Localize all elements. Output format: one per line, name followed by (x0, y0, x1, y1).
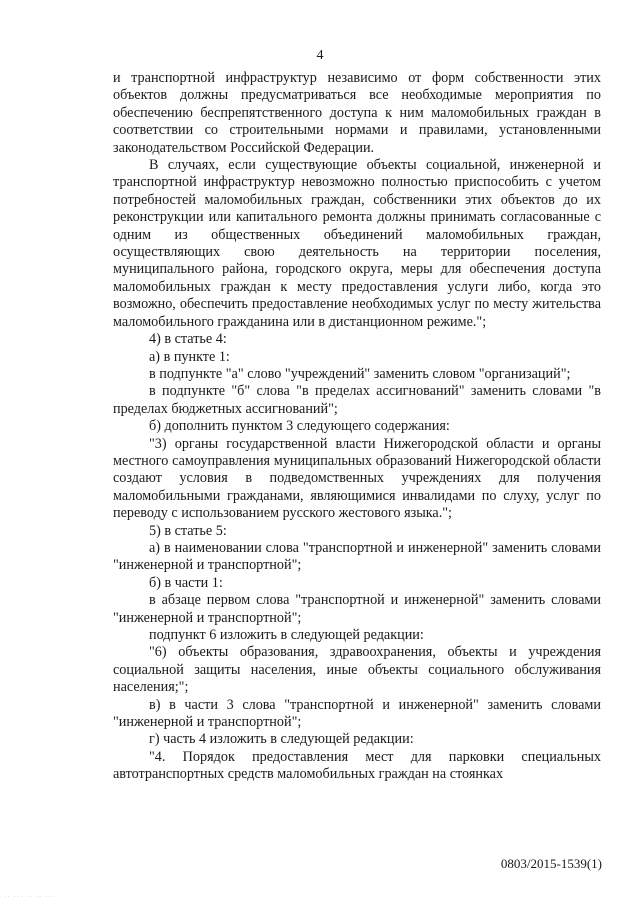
paragraph-8: "3) органы государственной власти Нижегородской области и органы местного самоуправления муниципальных образований Нижегородской области создают условия в подведомственных учреждениях для получения маломобильными гражданами, являющимися инвалидами по слуху, услуг по переводу с использованием русского жестового языка."; (113, 435, 601, 522)
paragraph-3: 4) в статье 4: (149, 331, 227, 348)
paragraph-11: б) в части 1: (149, 574, 223, 591)
document-code: 0803/2015-1539(1) (500, 856, 602, 871)
paragraph-7: б) дополнить пунктом 3 следующего содержания: (149, 418, 450, 435)
paragraph-12: в абзаце первом слова "транспортной и инженерной" заменить словами "инженерной и транспортной"; (113, 592, 601, 626)
paragraph-6: в подпункте "б" слова "в пределах ассигнований" заменить словами "в пределах бюджетных ассигнований"; (113, 383, 601, 417)
scan-artifact: ·· ··· ·· ·· ··· (4, 893, 55, 901)
paragraph-5: в подпункте "а" слово "учреждений" заменить словом "организаций"; (149, 365, 571, 382)
paragraph-1: и транспортной инфраструктур независимо от форм собственности этих объектов должны предусматриваться все необходимые мероприятия по обеспечению беспрепятственного доступа к ним маломобильных граждан в соответствии со строительными нормами и правилами, установленными законодательством Российской Федерации. (113, 70, 601, 156)
paragraph-2: В случаях, если существующие объекты социальной, инженерной и транспортной инфраструктур невозможно полностью приспособить с учетом потребностей маломобильных граждан, собственники этих объектов до их реконструкции или капитального ремонта должны принимать согласованные с одним из общественных объединений маломобильных граждан, осуществляющих свою деятельность на территории поселения, муниципального района, городского округа, меры для обеспечения доступа маломобильных граждан к месту предоставления услуги либо, когда это возможно, обеспечить предоставление необходимых услуг по месту жительства маломобильного гражданина или в дистанционном режиме."; (113, 157, 601, 330)
paragraph-16: г) часть 4 изложить в следующей редакции: (149, 731, 414, 748)
paragraph-4: а) в пункте 1: (149, 348, 230, 365)
page-number: 4 (316, 48, 324, 63)
document-body (113, 70, 601, 784)
paragraph-17: "4. Порядок предоставления мест для парковки специальных автотранспортных средств маломобильных граждан на стоянках (113, 748, 601, 783)
paragraph-15: в) в части 3 слова "транспортной и инженерной" заменить словами "инженерной и транспортной"; (113, 696, 601, 731)
paragraph-13: подпункт 6 изложить в следующей редакции: (149, 627, 424, 643)
paragraph-14: "6) объекты образования, здравоохранения, объекты и учреждения социальной защиты населения, иные объекты социального обслуживания населения;"; (113, 644, 601, 696)
paragraph-10: а) в наименовании слова "транспортной и инженерной" заменить словами "инженерной и транспортной"; (113, 539, 601, 574)
paragraph-9: 5) в статье 5: (149, 522, 227, 539)
